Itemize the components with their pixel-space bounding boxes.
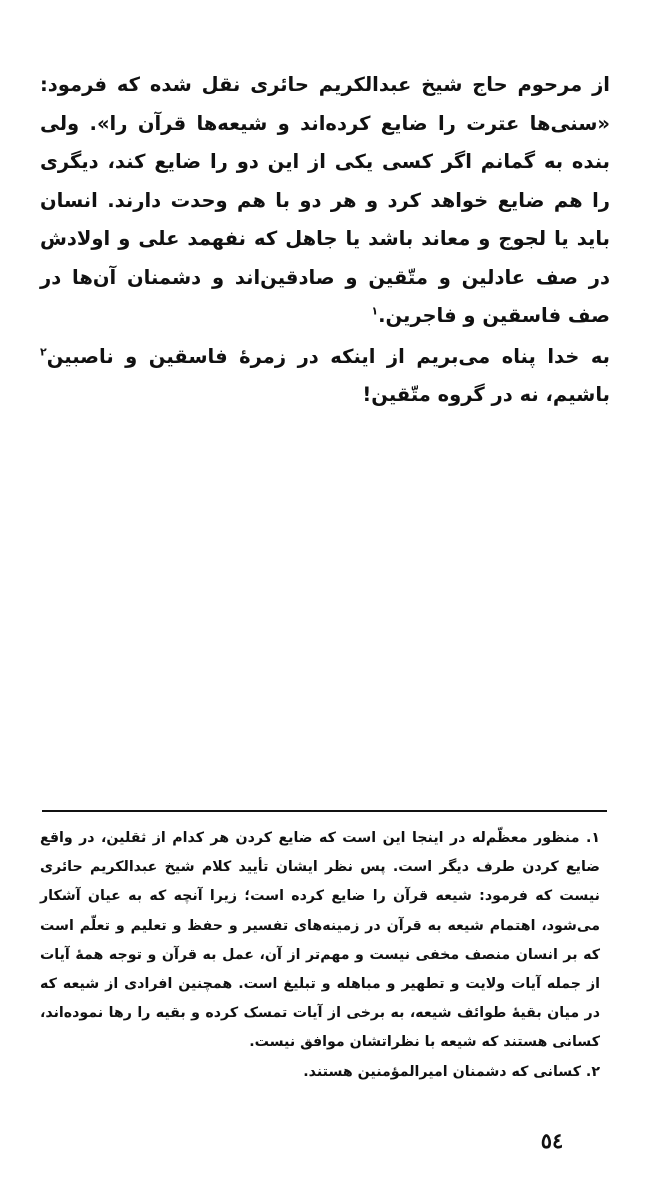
footnote-divider (42, 810, 607, 812)
page-number: ٥٤ (540, 1128, 564, 1153)
footnote-marker-2: ٢ (40, 345, 47, 358)
paragraph-2 (40, 338, 610, 415)
footnotes (40, 824, 600, 1087)
paragraph-1-text: از مرحوم حاج شیخ عبدالکریم حائری نقل شده که فرمود: «سنی‌ها عترت را ضایع کرده‌اند و شیعه‌ها قرآن را». ولی بنده به گمانم اگر کسی یکی از این دو را ضایع کند، دیگری را هم ضایع خواهد کرد و هر دو با هم وحدت دارند. انسان باید یا لجوج و معاند باشد یا جاهل که نفهمد علی و اولادش در صف عادلین و متّقین و صادقین‌اند و دشمنان آن‌ها در صف فاسقین و فاجرین. (40, 73, 610, 327)
paragraph-1 (40, 66, 610, 336)
main-text (40, 66, 610, 415)
paragraph-2-text-end: باشیم، نه در گروه متّقین! (362, 383, 610, 406)
paragraph-2-text-start: به خدا پناه می‌بریم از اینکه در زمرهٔ فاسقین و ناصبین (46, 344, 610, 368)
footnote-2: ٢. کسانی که دشمنان امیرالمؤمنین هستند. (303, 1063, 600, 1080)
footnote-1: ١. منظور معظّم‌له در اینجا این است که ضایع کردن هر کدام از ثقلین، در واقع ضایع کردن طرف دیگر است. پس نظر ایشان تأیید کلام شیخ عبدالکریم حائری نیست که فرمود: شیعه قرآن را ضایع کرده است؛ زیرا آنچه که به عیان آشکار می‌شود، اهتمام شیعه به قرآن در زمینه‌های تفسیر و حفظ و تعلیم و تعلّم است که بر انسان منصف مخفی نیست و مهم‌تر از آن، عمل به قرآن و توجه همهٔ آیات از جمله آیات ولایت و تطهیر و مباهله و تبلیغ است. همچنین افرادی از شیعه که در میان بقیهٔ طوائف شیعه، به برخی از آیات تمسک کرده و بقیه را رها نموده‌اند، کسانی هستند که شیعه با نظراتشان موافق نیست. (40, 830, 600, 1051)
footnote-marker-1: ١ (371, 304, 379, 318)
